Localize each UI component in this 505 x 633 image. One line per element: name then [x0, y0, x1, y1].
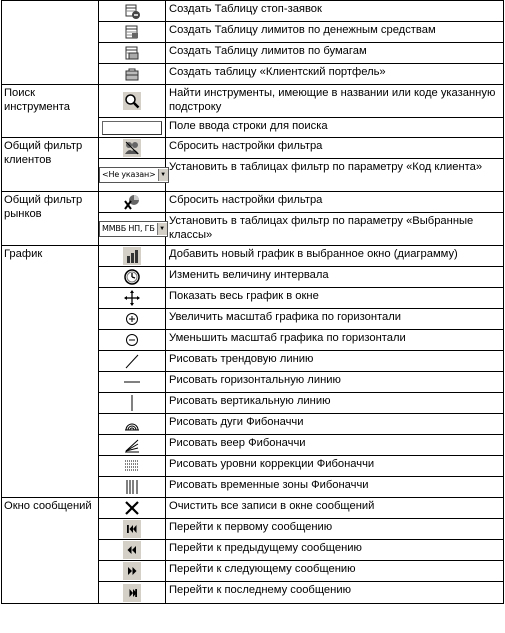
icon-cell — [99, 246, 166, 267]
add-chart-icon[interactable] — [123, 247, 141, 265]
horizontal-line-icon[interactable] — [123, 373, 141, 391]
icon-cell — [99, 85, 166, 118]
zoom-in-icon[interactable] — [123, 310, 141, 328]
description-text: Рисовать уровни коррекции Фибоначчи — [166, 456, 504, 477]
icon-cell — [99, 118, 166, 138]
icon-cell — [99, 477, 166, 498]
icon-cell — [99, 138, 166, 159]
description-text: Создать таблицу «Клиентский портфель» — [166, 64, 504, 85]
icon-cell — [99, 540, 166, 561]
description-text: Перейти к последнему сообщению — [166, 582, 504, 604]
next-message-icon[interactable] — [123, 562, 141, 580]
icon-cell — [99, 309, 166, 330]
icon-cell — [99, 330, 166, 351]
icon-cell — [99, 414, 166, 435]
description-text: Рисовать дуги Фибоначчи — [166, 414, 504, 435]
reset-market-filter-icon[interactable] — [123, 193, 141, 211]
icon-cell — [99, 498, 166, 519]
description-text: Рисовать вертикальную линию — [166, 393, 504, 414]
icon-cell — [99, 582, 166, 604]
description-text: Изменить величину интервала — [166, 267, 504, 288]
table-row — [2, 498, 504, 519]
description-text: Создать Таблицу лимитов по бумагам — [166, 43, 504, 64]
icon-cell — [99, 267, 166, 288]
first-message-icon[interactable] — [123, 520, 141, 538]
table-row — [2, 246, 504, 267]
description-text: Создать Таблицу стоп-заявок — [166, 1, 504, 22]
group-label — [2, 1, 99, 85]
table-row — [2, 1, 504, 22]
icon-cell — [99, 1, 166, 22]
select-value: ММВБ НП, ГБ — [102, 224, 155, 233]
chevron-down-icon: ▼ — [157, 223, 167, 235]
description-text: Показать весь график в окне — [166, 288, 504, 309]
icon-cell — [99, 288, 166, 309]
money-limits-table-icon[interactable] — [123, 23, 141, 41]
stop-order-table-icon[interactable] — [123, 2, 141, 20]
icon-cell — [99, 435, 166, 456]
fibonacci-levels-icon[interactable] — [123, 457, 141, 475]
icon-cell — [99, 192, 166, 213]
table-row — [2, 138, 504, 159]
group-label: Общий фильтр клиентов — [2, 138, 99, 192]
description-text: Очистить все записи в окне сообщений — [166, 498, 504, 519]
toolbar-reference-table — [1, 0, 504, 604]
last-message-icon[interactable] — [123, 584, 141, 602]
icon-cell — [99, 64, 166, 85]
description-text: Уменьшить масштаб графика по горизонтали — [166, 330, 504, 351]
reset-client-filter-icon[interactable] — [123, 139, 141, 157]
chevron-down-icon: ▼ — [158, 169, 168, 181]
icon-cell — [99, 393, 166, 414]
icon-cell — [99, 159, 166, 192]
table-row — [2, 85, 504, 118]
fit-chart-icon[interactable] — [123, 289, 141, 307]
icon-cell — [99, 43, 166, 64]
icon-cell — [99, 456, 166, 477]
client-portfolio-table-icon[interactable] — [123, 65, 141, 83]
fibonacci-arcs-icon[interactable] — [123, 415, 141, 433]
prev-message-icon[interactable] — [123, 541, 141, 559]
group-label: Поиск инструмента — [2, 85, 99, 138]
icon-cell — [99, 22, 166, 43]
market-filter-select[interactable] — [99, 221, 168, 237]
icon-cell — [99, 561, 166, 582]
vertical-line-icon[interactable] — [123, 394, 141, 412]
group-label: График — [2, 246, 99, 498]
icon-cell — [99, 351, 166, 372]
description-text: Создать Таблицу лимитов по денежным средствам — [166, 22, 504, 43]
table-row — [2, 192, 504, 213]
description-text: Сбросить настройки фильтра — [166, 192, 504, 213]
search-icon[interactable] — [123, 92, 141, 110]
description-text: Найти инструменты, имеющие в названии или коде указанную подстроку — [166, 85, 504, 118]
description-text: Перейти к предыдущему сообщению — [166, 540, 504, 561]
trend-line-icon[interactable] — [123, 352, 141, 370]
group-label: Общий фильтр рынков — [2, 192, 99, 246]
group-label: Окно сообщений — [2, 498, 99, 604]
description-text: Установить в таблицах фильтр по параметру «Выбранные классы» — [166, 213, 504, 246]
description-text: Перейти к следующему сообщению — [166, 561, 504, 582]
description-text: Добавить новый график в выбранное окно (диаграмму) — [166, 246, 504, 267]
icon-cell — [99, 372, 166, 393]
description-text: Рисовать временные зоны Фибоначчи — [166, 477, 504, 498]
icon-cell — [99, 213, 166, 246]
description-text: Установить в таблицах фильтр по параметру «Код клиента» — [166, 159, 504, 192]
securities-limits-table-icon[interactable] — [123, 44, 141, 62]
description-text: Рисовать трендовую линию — [166, 351, 504, 372]
description-text: Поле ввода строки для поиска — [166, 118, 504, 138]
icon-cell — [99, 519, 166, 540]
fibonacci-fan-icon[interactable] — [123, 436, 141, 454]
select-value: <Не указан> — [102, 170, 156, 179]
zoom-out-icon[interactable] — [123, 331, 141, 349]
fibonacci-timezones-icon[interactable] — [123, 478, 141, 496]
description-text: Рисовать веер Фибоначчи — [166, 435, 504, 456]
clear-messages-icon[interactable] — [123, 499, 141, 517]
interval-clock-icon[interactable] — [123, 268, 141, 286]
description-text: Сбросить настройки фильтра — [166, 138, 504, 159]
description-text: Увеличить масштаб графика по горизонтали — [166, 309, 504, 330]
description-text: Рисовать горизонтальную линию — [166, 372, 504, 393]
description-text: Перейти к первому сообщению — [166, 519, 504, 540]
client-filter-select[interactable] — [99, 167, 169, 183]
search-input[interactable] — [102, 121, 162, 135]
